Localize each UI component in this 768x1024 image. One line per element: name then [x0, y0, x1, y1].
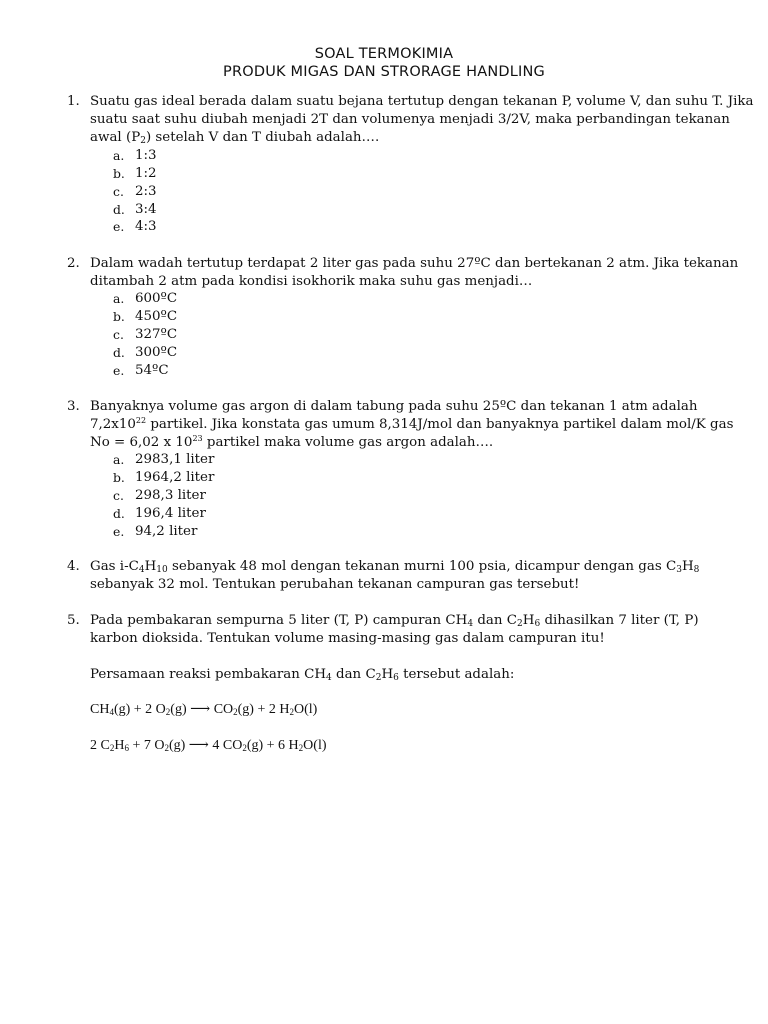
- question-3-line-2: $7,2x10^{22}$ partikel. Jika konstata gas umum 8,314J/mol dan banyaknya partikel dalam mol/K gas: [90, 416, 734, 432]
- q2-option-text: 327ºC: [135, 327, 178, 342]
- q1-option-text: 4:3: [135, 219, 157, 234]
- q2-option-letter: b.: [113, 309, 125, 324]
- question-4-line-2: sebanyak 32 mol. Tentukan perubahan tekanan campuran gas tersebut!: [90, 577, 580, 592]
- reaction-equation-1: $CH_4(g) + 2$ $O_2(g)$ ⟶ $CO_2(g) + 2$ $H_2O(l)$: [90, 702, 318, 717]
- question-5-line-1: Pada pembakaran sempurna 5 liter (T, P) campuran $CH_4$ dan $C_2H_6$ dihasilkan 7 liter (T, P): [90, 613, 699, 629]
- question-3-line-1: Banyaknya volume gas argon di dalam tabung pada suhu 25ºC dan tekanan 1 atm adalah: [90, 399, 698, 414]
- q1-option-letter: e.: [113, 219, 125, 234]
- q2-option-text: 300ºC: [135, 345, 178, 360]
- q2-option-letter: a.: [113, 291, 125, 306]
- q1-option-letter: a.: [113, 148, 125, 163]
- question-1-line-1: Suatu gas ideal berada dalam suatu bejana tertutup dengan tekanan P, volume V, dan suhu T. Jika: [90, 94, 754, 109]
- q2-option-letter: d.: [113, 345, 125, 360]
- q3-option-letter: c.: [113, 488, 124, 503]
- question-3-line-3: No = 6,02 x $10^{23}$ partikel maka volume gas argon adalah….: [90, 434, 494, 450]
- q1-option-letter: d.: [113, 202, 125, 217]
- question-2-number: 2.: [67, 256, 80, 271]
- reaction-intro: Persamaan reaksi pembakaran $CH_4$ dan $C_2H_6$ tersebut adalah:: [90, 667, 515, 683]
- q3-option-text: 1964,2 liter: [135, 470, 215, 485]
- q2-option-text: 450ºC: [135, 309, 178, 324]
- reaction-equation-2: 2 $C_2H_6 + 7$ $O_2(g)$ ⟶ 4 $CO_2(g) + 6$ $H_2O(l)$: [90, 738, 327, 753]
- question-2-line-2: ditambah 2 atm pada kondisi isokhorik maka suhu gas menjadi…: [90, 274, 533, 289]
- q2-option-text: 600ºC: [135, 291, 178, 306]
- q3-option-letter: a.: [113, 452, 125, 467]
- q3-option-letter: e.: [113, 524, 125, 539]
- q1-option-text: 1:2: [135, 166, 157, 181]
- q1-option-letter: b.: [113, 166, 125, 181]
- q3-option-text: 196,4 liter: [135, 506, 206, 521]
- q3-option-text: 94,2 liter: [135, 524, 198, 539]
- q1-option-text: 2:3: [135, 184, 157, 199]
- q1-option-text: 3:4: [135, 202, 157, 217]
- q1-option-letter: c.: [113, 184, 124, 199]
- question-1-number: 1.: [67, 94, 80, 109]
- q3-option-letter: d.: [113, 506, 125, 521]
- q1-option-text: 1:3: [135, 148, 157, 163]
- question-1-line-2: suatu saat suhu diubah menjadi 2T dan volumenya menjadi 3/2V, maka perbandingan tekanan: [90, 112, 730, 127]
- document-subtitle: PRODUK MIGAS DAN STRORAGE HANDLING: [223, 64, 545, 80]
- document-title: SOAL TERMOKIMIA: [314, 46, 454, 62]
- q3-option-text: 2983,1 liter: [135, 452, 215, 467]
- q2-option-letter: c.: [113, 327, 124, 342]
- question-5-line-2: karbon dioksida. Tentukan volume masing-masing gas dalam campuran itu!: [90, 631, 605, 646]
- q3-option-letter: b.: [113, 470, 125, 485]
- question-3-number: 3.: [67, 399, 80, 414]
- q3-option-text: 298,3 liter: [135, 488, 206, 503]
- question-2-line-1: Dalam wadah tertutup terdapat 2 liter gas pada suhu 27ºC dan bertekanan 2 atm. Jika tekanan: [90, 256, 739, 271]
- q2-option-letter: e.: [113, 363, 125, 378]
- q2-option-text: 54ºC: [135, 363, 169, 378]
- question-4-line-1: Gas $i-C_4H_{10}$ sebanyak 48 mol dengan tekanan murni 100 psia, dicampur dengan gas $C_3H_8$: [90, 559, 700, 575]
- question-5-number: 5.: [67, 613, 80, 628]
- question-1-line-3: awal $(P_2)$ setelah V dan T diubah adalah….: [90, 130, 380, 146]
- question-4-number: 4.: [67, 559, 80, 574]
